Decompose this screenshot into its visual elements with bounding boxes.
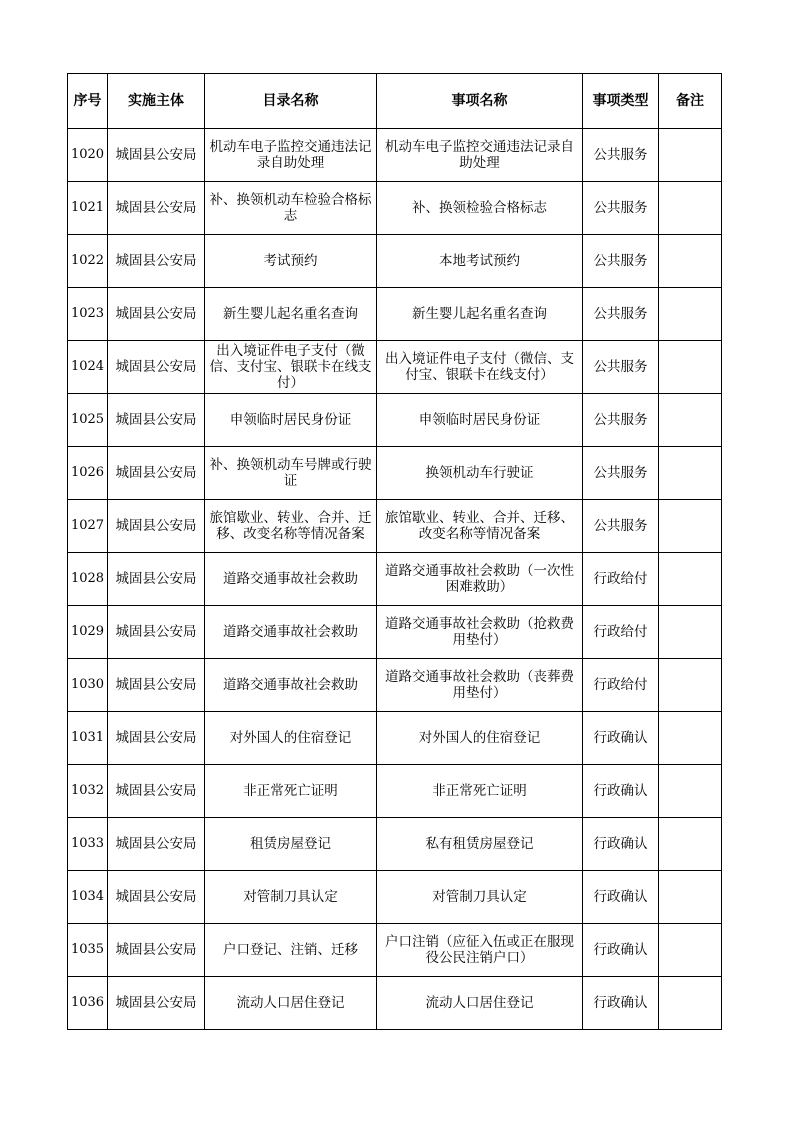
cell-type: 行政给付 <box>583 606 659 659</box>
cell-note <box>659 182 722 235</box>
cell-serial: 1024 <box>68 341 108 394</box>
cell-serial: 1034 <box>68 871 108 924</box>
cell-org: 城固县公安局 <box>108 712 205 765</box>
cell-org: 城固县公安局 <box>108 924 205 977</box>
cell-note <box>659 871 722 924</box>
cell-item: 对管制刀具认定 <box>377 871 583 924</box>
cell-catalog: 旅馆歇业、转业、合并、迁移、改变名称等情况备案 <box>205 500 377 553</box>
cell-item: 道路交通事故社会救助（一次性困难救助） <box>377 553 583 606</box>
cell-type: 公共服务 <box>583 500 659 553</box>
cell-type: 公共服务 <box>583 235 659 288</box>
header-note: 备注 <box>659 74 722 129</box>
cell-catalog: 机动车电子监控交通违法记录自助处理 <box>205 129 377 182</box>
cell-catalog: 户口登记、注销、迁移 <box>205 924 377 977</box>
cell-type: 公共服务 <box>583 129 659 182</box>
cell-catalog: 补、换领机动车号牌或行驶证 <box>205 447 377 500</box>
cell-serial: 1021 <box>68 182 108 235</box>
cell-note <box>659 553 722 606</box>
cell-catalog: 道路交通事故社会救助 <box>205 606 377 659</box>
cell-type: 行政确认 <box>583 977 659 1030</box>
items-table <box>67 73 722 1030</box>
cell-serial: 1028 <box>68 553 108 606</box>
cell-type: 公共服务 <box>583 182 659 235</box>
cell-item: 对外国人的住宿登记 <box>377 712 583 765</box>
table-row <box>68 288 722 341</box>
cell-catalog: 对管制刀具认定 <box>205 871 377 924</box>
cell-org: 城固县公安局 <box>108 182 205 235</box>
cell-serial: 1027 <box>68 500 108 553</box>
cell-serial: 1031 <box>68 712 108 765</box>
table-row <box>68 712 722 765</box>
cell-type: 公共服务 <box>583 447 659 500</box>
cell-org: 城固县公安局 <box>108 871 205 924</box>
cell-catalog: 补、换领机动车检验合格标志 <box>205 182 377 235</box>
table-row <box>68 553 722 606</box>
cell-org: 城固县公安局 <box>108 977 205 1030</box>
cell-serial: 1023 <box>68 288 108 341</box>
table-row <box>68 235 722 288</box>
cell-org: 城固县公安局 <box>108 394 205 447</box>
cell-catalog: 道路交通事故社会救助 <box>205 659 377 712</box>
cell-serial: 1036 <box>68 977 108 1030</box>
cell-note <box>659 659 722 712</box>
header-org: 实施主体 <box>108 74 205 129</box>
cell-note <box>659 235 722 288</box>
table-row <box>68 394 722 447</box>
table-row <box>68 500 722 553</box>
cell-note <box>659 129 722 182</box>
cell-org: 城固县公安局 <box>108 129 205 182</box>
cell-note <box>659 765 722 818</box>
cell-item: 补、换领检验合格标志 <box>377 182 583 235</box>
table-row <box>68 129 722 182</box>
cell-item: 流动人口居住登记 <box>377 977 583 1030</box>
table-row <box>68 871 722 924</box>
cell-serial: 1026 <box>68 447 108 500</box>
cell-serial: 1025 <box>68 394 108 447</box>
cell-note <box>659 500 722 553</box>
cell-org: 城固县公安局 <box>108 765 205 818</box>
cell-type: 行政给付 <box>583 553 659 606</box>
header-type: 事项类型 <box>583 74 659 129</box>
table-row <box>68 977 722 1030</box>
cell-catalog: 新生婴儿起名重名查询 <box>205 288 377 341</box>
header-catalog: 目录名称 <box>205 74 377 129</box>
cell-type: 行政确认 <box>583 818 659 871</box>
cell-item: 道路交通事故社会救助（抢救费用垫付） <box>377 606 583 659</box>
cell-note <box>659 447 722 500</box>
cell-serial: 1020 <box>68 129 108 182</box>
cell-note <box>659 977 722 1030</box>
cell-item: 换领机动车行驶证 <box>377 447 583 500</box>
cell-item: 新生婴儿起名重名查询 <box>377 288 583 341</box>
cell-type: 行政确认 <box>583 765 659 818</box>
cell-note <box>659 712 722 765</box>
table-row <box>68 447 722 500</box>
cell-catalog: 申领临时居民身份证 <box>205 394 377 447</box>
cell-item: 申领临时居民身份证 <box>377 394 583 447</box>
cell-item: 本地考试预约 <box>377 235 583 288</box>
cell-note <box>659 288 722 341</box>
table-row <box>68 659 722 712</box>
cell-serial: 1022 <box>68 235 108 288</box>
cell-org: 城固县公安局 <box>108 500 205 553</box>
cell-org: 城固县公安局 <box>108 659 205 712</box>
cell-org: 城固县公安局 <box>108 606 205 659</box>
cell-serial: 1030 <box>68 659 108 712</box>
cell-note <box>659 818 722 871</box>
cell-org: 城固县公安局 <box>108 288 205 341</box>
cell-org: 城固县公安局 <box>108 553 205 606</box>
cell-item: 机动车电子监控交通违法记录自助处理 <box>377 129 583 182</box>
cell-item: 户口注销（应征入伍或正在服现役公民注销户口） <box>377 924 583 977</box>
table-row <box>68 765 722 818</box>
cell-catalog: 考试预约 <box>205 235 377 288</box>
cell-catalog: 租赁房屋登记 <box>205 818 377 871</box>
table-row <box>68 924 722 977</box>
cell-type: 公共服务 <box>583 288 659 341</box>
cell-type: 行政确认 <box>583 712 659 765</box>
header-serial: 序号 <box>68 74 108 129</box>
cell-catalog: 非正常死亡证明 <box>205 765 377 818</box>
cell-catalog: 出入境证件电子支付（微信、支付宝、银联卡在线支付） <box>205 341 377 394</box>
cell-serial: 1033 <box>68 818 108 871</box>
cell-type: 行政给付 <box>583 659 659 712</box>
table-row <box>68 182 722 235</box>
cell-type: 公共服务 <box>583 341 659 394</box>
header-row <box>68 74 722 129</box>
cell-catalog: 对外国人的住宿登记 <box>205 712 377 765</box>
cell-note <box>659 394 722 447</box>
cell-type: 行政确认 <box>583 924 659 977</box>
cell-note <box>659 341 722 394</box>
cell-serial: 1035 <box>68 924 108 977</box>
cell-type: 行政确认 <box>583 871 659 924</box>
cell-serial: 1032 <box>68 765 108 818</box>
table-row <box>68 606 722 659</box>
cell-item: 旅馆歇业、转业、合并、迁移、改变名称等情况备案 <box>377 500 583 553</box>
cell-item: 出入境证件电子支付（微信、支付宝、银联卡在线支付） <box>377 341 583 394</box>
cell-catalog: 道路交通事故社会救助 <box>205 553 377 606</box>
cell-org: 城固县公安局 <box>108 341 205 394</box>
cell-item: 道路交通事故社会救助（丧葬费用垫付） <box>377 659 583 712</box>
cell-type: 公共服务 <box>583 394 659 447</box>
header-item: 事项名称 <box>377 74 583 129</box>
cell-note <box>659 606 722 659</box>
cell-org: 城固县公安局 <box>108 235 205 288</box>
cell-org: 城固县公安局 <box>108 447 205 500</box>
cell-item: 私有租赁房屋登记 <box>377 818 583 871</box>
cell-note <box>659 924 722 977</box>
cell-item: 非正常死亡证明 <box>377 765 583 818</box>
cell-serial: 1029 <box>68 606 108 659</box>
table-row <box>68 818 722 871</box>
cell-org: 城固县公安局 <box>108 818 205 871</box>
table-row <box>68 341 722 394</box>
cell-catalog: 流动人口居住登记 <box>205 977 377 1030</box>
